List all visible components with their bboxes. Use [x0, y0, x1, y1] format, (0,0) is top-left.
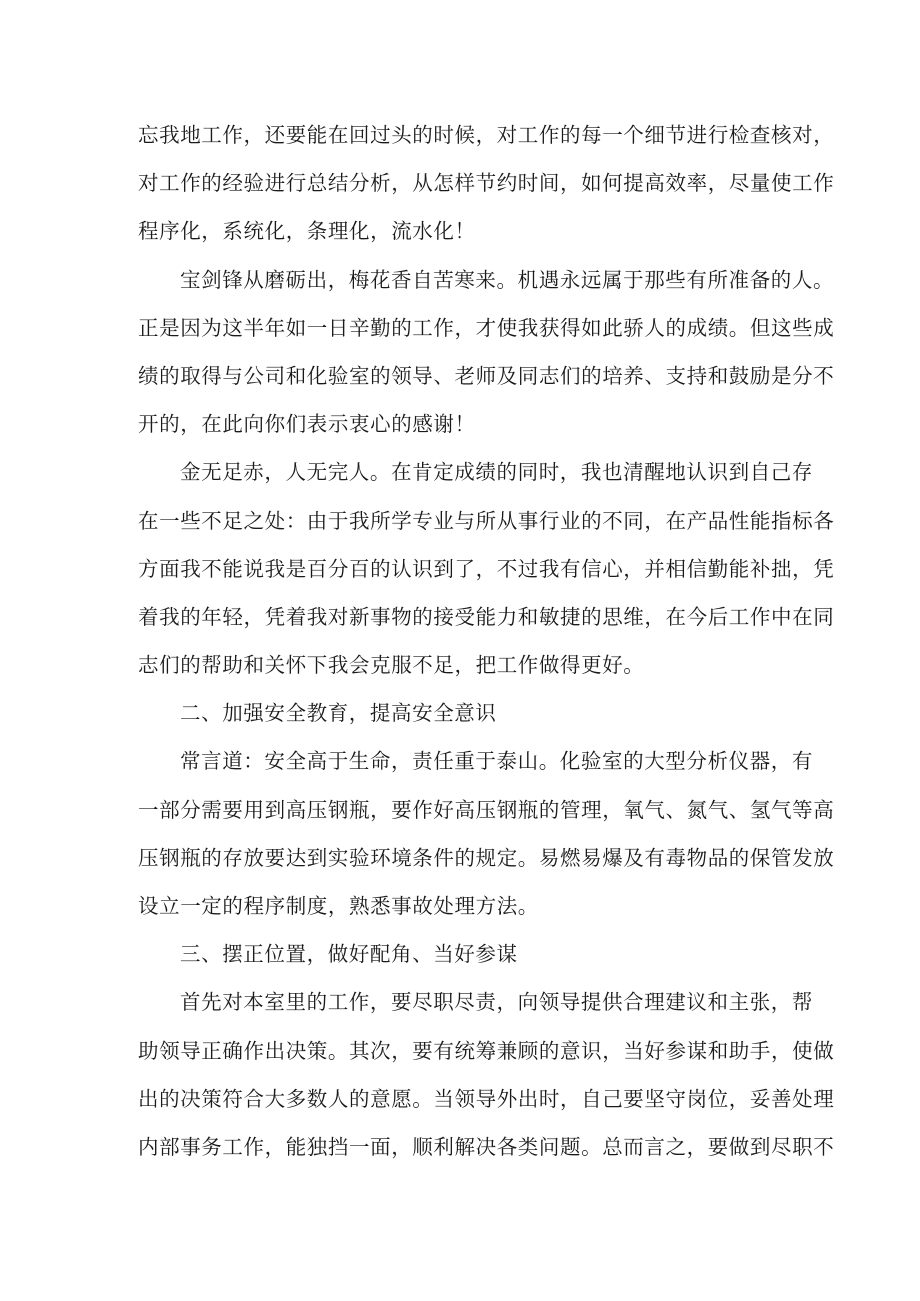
- text-line: 三、摆正位置，做好配角、当好参谋: [180, 942, 518, 967]
- text-line: 内部事务工作，能独挡一面，顺利解决各类问题。总而言之，要做到尽职不: [138, 1134, 835, 1159]
- text-line: 志们的帮助和关怀下我会克服不足，把工作做得更好。: [138, 653, 645, 678]
- text-line: 正是因为这半年如一日辛勤的工作，才使我获得如此骄人的成绩。但这些成: [138, 315, 835, 340]
- text-line: 金无足赤，人无完人。在肯定成绩的同时，我也清醒地认识到自己存: [180, 460, 813, 485]
- document-body: [138, 111, 835, 1171]
- text-line: 常言道：安全高于生命，责任重于泰山。化验室的大型分析仪器，有: [180, 749, 813, 774]
- text-line: 着我的年轻，凭着我对新事物的接受能力和敏捷的思维，在今后工作中在同: [138, 604, 835, 629]
- text-line: 一部分需要用到高压钢瓶，要作好高压钢瓶的管理，氧气、氮气、氢气等高: [138, 797, 835, 822]
- text-line: 对工作的经验进行总结分析，从怎样节约时间，如何提高效率，尽量使工作: [138, 171, 835, 196]
- text-line: 绩的取得与公司和化验室的领导、老师及同志们的培养、支持和鼓励是分不: [138, 363, 835, 388]
- text-line: 方面我不能说我是百分百的认识到了，不过我有信心，并相信勤能补拙，凭: [138, 556, 835, 581]
- text-line: 程序化，系统化，条理化，流水化！: [138, 219, 476, 244]
- text-line: 在一些不足之处：由于我所学专业与所从事行业的不同，在产品性能指标各: [138, 508, 835, 533]
- text-line: 出的决策符合大多数人的意愿。当领导外出时，自己要坚守岗位，妥善处理: [138, 1086, 835, 1111]
- text-line: 首先对本室里的工作，要尽职尽责，向领导提供合理建议和主张，帮: [180, 990, 813, 1015]
- text-line: 二、加强安全教育，提高安全意识: [180, 701, 497, 726]
- text-line: 忘我地工作，还要能在回过头的时候，对工作的每一个细节进行检查核对，: [138, 123, 835, 147]
- text-line: 宝剑锋从磨砺出，梅花香自苦寒来。机遇永远属于那些有所准备的人。: [180, 267, 835, 292]
- text-line: 压钢瓶的存放要达到实验环境条件的规定。易燃易爆及有毒物品的保管发放: [138, 845, 835, 870]
- text-line: 开的，在此向你们表示衷心的感谢！: [138, 412, 476, 437]
- text-line: 设立一定的程序制度，熟悉事故处理方法。: [138, 894, 539, 918]
- text-line: 助领导正确作出决策。其次，要有统筹兼顾的意识，当好参谋和助手，使做: [138, 1038, 835, 1063]
